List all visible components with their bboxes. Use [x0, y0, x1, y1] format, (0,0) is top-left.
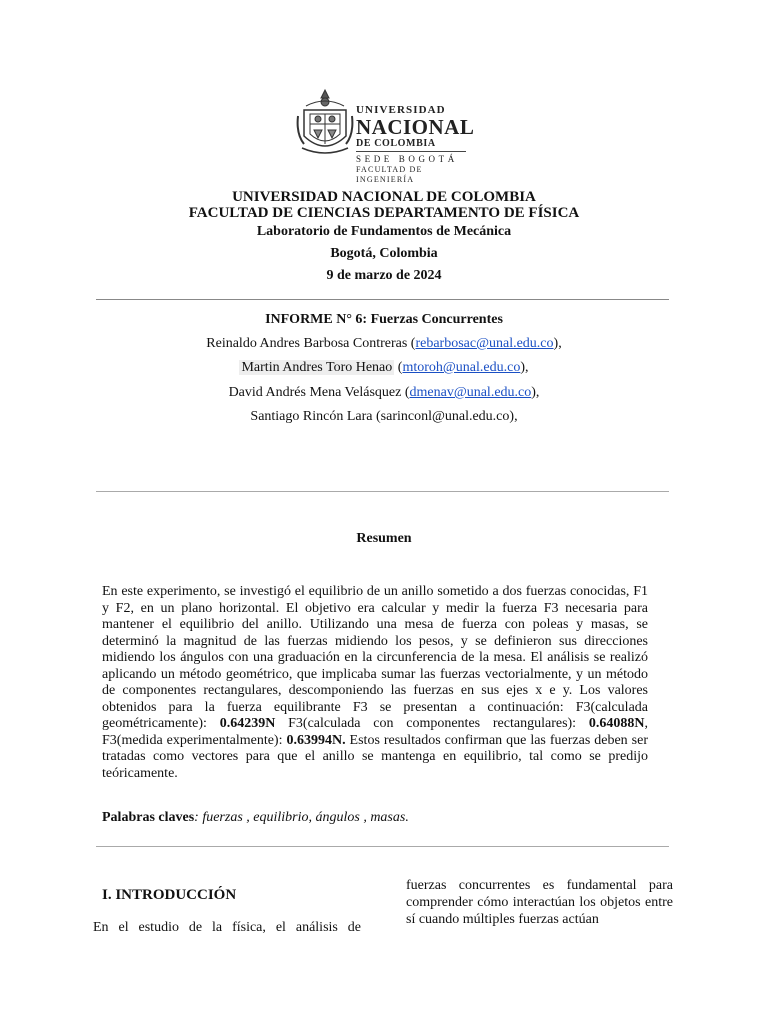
author-name: Reinaldo Andres Barbosa Contreras	[206, 336, 408, 351]
logo-line-4: SEDE BOGOTÁ	[356, 151, 466, 165]
header-divider	[96, 299, 669, 300]
author-email-link[interactable]: dmenav@unal.edu.co	[409, 385, 532, 400]
author-name: Santiago Rincón Lara	[250, 409, 373, 424]
abstract-body	[102, 584, 648, 782]
author-1: Reinaldo Andres Barbosa Contreras (rebarbosac@unal.edu.co),	[206, 336, 562, 351]
logo-wordmark	[356, 104, 476, 185]
logo-line-1: UNIVERSIDAD	[356, 104, 446, 116]
intro-column-2: fuerzas concurrentes es fundamental para comprender cómo interactúan los objetos entre sí cuando múltiples fuerzas actúan	[406, 878, 673, 927]
logo-line-3: DE COLOMBIA	[356, 138, 436, 149]
author-4: Santiago Rincón Lara (sarinconl@unal.edu.co),	[250, 409, 518, 424]
university-logo	[296, 86, 476, 184]
intro-column-1: En el estudio de la física, el análisis de	[93, 920, 361, 935]
university-seal-icon	[296, 86, 354, 160]
author-email: sarinconl@unal.edu.co	[380, 409, 510, 424]
lab-name: Laboratorio de Fundamentos de Mecánica	[256, 224, 512, 239]
abstract-text-2: F3(calculada con componentes rectangulares):	[275, 716, 589, 731]
report-title: INFORME N° 6: Fuerzas Concurrentes	[265, 312, 503, 327]
keywords-line	[102, 810, 648, 826]
university-name: UNIVERSIDAD NACIONAL DE COLOMBIA	[232, 189, 536, 205]
f3-geometric-value: 0.64239N	[219, 716, 276, 731]
author-2: Martin Andres Toro Henao (mtoroh@unal.edu.co),	[241, 360, 529, 375]
city: Bogotá, Colombia	[330, 246, 438, 261]
report-date: 9 de marzo de 2024	[326, 268, 442, 283]
keywords-label: Palabras claves	[102, 810, 195, 825]
author-email-link[interactable]: rebarbosac@unal.edu.co	[415, 336, 554, 351]
abstract-divider	[96, 846, 669, 847]
author-name: Martin Andres Toro Henao	[241, 360, 393, 375]
logo-line-5: FACULTAD DE INGENIERÍA	[356, 165, 423, 184]
abstract-text-3: , F3(medida experimentalmente):	[102, 716, 648, 748]
abstract-text-1: En este experimento, se investigó el equilibrio de un anillo sometido a dos fuerzas conocidas, F1 y F2, en un plano horizontal. El objetivo era calcular y medir la fuerza F3 necesaria para mantener el equilibrio del anillo. Utilizando una mesa de fuerza con poleas y masas, se determinó la magnitud de las fuerzas midiendo los pesos, y se definieron sus direcciones midiendo los ángulos con una graduación en la circunferencia de la mesa. El análisis se realizó aplicando un método geométrico, que implicaba sumar las fuerzas vectorialmente, y un método de componentes rectangulares, descomponiendo las fuerzas en sus ejes x e y. Los valores obtenidos para la fuerza equilibrante F3 se presentan a continuación: F3(calculada geométricamente):	[102, 584, 648, 731]
keywords-list: : fuerzas , equilibrio, ángulos , masas.	[194, 810, 409, 825]
f3-components-value: 0.64088N	[588, 716, 645, 731]
abstract-heading: Resumen	[356, 531, 412, 546]
author-3: David Andrés Mena Velásquez (dmenav@unal.edu.co),	[228, 385, 540, 400]
authors-divider	[96, 491, 669, 492]
author-email-link[interactable]: mtoroh@unal.edu.co	[402, 360, 521, 375]
abstract-text-4: Estos resultados confirman que las fuerzas deben ser tratadas como vectores para que el anillo se mantenga en equilibrio, tal como se predijo teóricamente.	[102, 732, 648, 781]
author-name: David Andrés Mena Velásquez	[228, 385, 402, 400]
faculty-name: FACULTAD DE CIENCIAS DEPARTAMENTO DE FÍSICA	[188, 205, 580, 221]
intro-heading: I. INTRODUCCIÓN	[102, 887, 237, 903]
f3-measured-value: 0.63994N.	[286, 732, 346, 748]
logo-line-2: NACIONAL	[356, 115, 475, 139]
